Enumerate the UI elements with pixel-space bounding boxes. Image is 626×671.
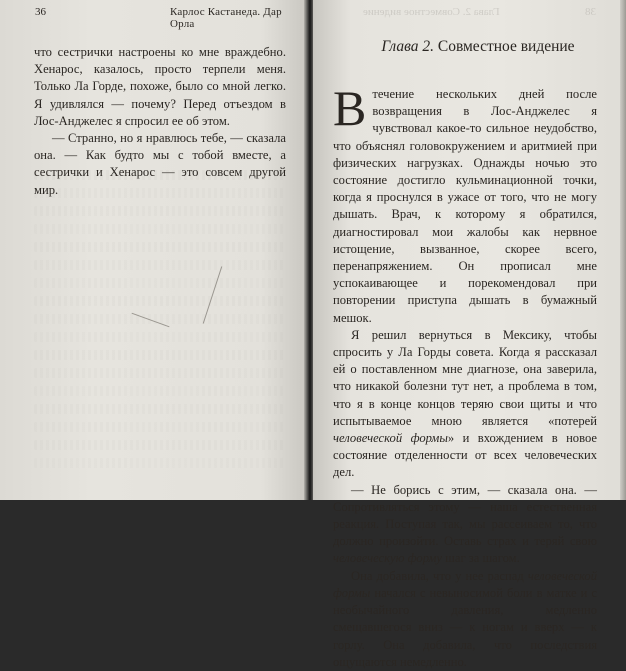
left-paragraph-1: что сестрички настроены ко мне враждебно. Хенарос, казалось, просто терпели меня. Только Ла Горде, похоже, было со мной легко. Я удивлялся — почему? Перед отъездом в Лос-Анджелес я спросил ее об этом. xyxy=(34,45,286,128)
show-through-line xyxy=(34,422,286,432)
show-through-line xyxy=(34,170,286,180)
show-through-line xyxy=(34,260,286,270)
show-through-line xyxy=(34,332,286,342)
show-through-line xyxy=(34,350,286,360)
right-running-head-ghost: Глава 2. Совместное видение xyxy=(363,6,500,18)
show-through-line xyxy=(34,242,286,252)
right-page-number-ghost: 38 xyxy=(585,6,596,18)
right-page-text xyxy=(333,80,598,671)
show-through-line xyxy=(34,206,286,216)
text-run: шаг за шагом. xyxy=(442,551,520,566)
italic-term: человеческой формы xyxy=(333,568,597,600)
italic-term: человеческую форму xyxy=(333,551,443,566)
right-paragraph-3 xyxy=(333,482,597,568)
chapter-heading xyxy=(353,38,603,56)
show-through-line xyxy=(34,386,286,396)
show-through-line xyxy=(34,458,286,468)
show-through-line xyxy=(34,224,286,234)
text-run: Она добавила, что у нее распад xyxy=(351,568,528,583)
show-through-line xyxy=(34,188,286,198)
show-through-line xyxy=(34,404,286,414)
right-page xyxy=(313,0,626,669)
text-run: » и вхождением в новое состояние отделенности от всех человеческих дел. xyxy=(333,431,598,480)
chapter-title: Совместное видение xyxy=(437,38,575,55)
show-through-line xyxy=(34,440,286,450)
show-through-line xyxy=(34,278,286,288)
show-through-line xyxy=(34,296,286,306)
right-paragraph-2 xyxy=(333,327,597,482)
left-running-title: Карлос Кастанеда. Дар Орла xyxy=(170,6,282,30)
left-paragraph-2: — Странно, но я нравлюсь тебе, — сказала она. — Как будто мы с тобой вместе, а сестрички и Хенарос — это совсем другой мир. xyxy=(34,131,286,197)
text-run: течение нескольких дней после возвращения в Лос-Анджелес я чувствовал какое-то сильное неудобство, что объяснял головокружением и аритмией при физических нагрузках. Однажды ночью это состояние достигло кульминационной точки, когда я проснулся в ужасе от того, что не могу дышать. Врач, к которому я обратился, диагностировал мои жалобы как нервное истощение, вызванное, скорее всего, перенапряжением. Он прописал мне успокаивающее и порекомендовал при повторении приступа дышать в бумажный мешок. xyxy=(333,87,597,325)
right-paragraph-4 xyxy=(333,568,597,671)
text-run: Я решил вернуться в Мексику, чтобы спросить у Ла Горды совета. Когда я рассказал ей о поставленном мне диагнозе, она заверила, что никакой болезни тут нет, а проблема в том, что я в конце концов теряю свои щиты и что испытываемое мною является «потерей xyxy=(333,327,597,428)
left-running-head xyxy=(0,6,307,30)
left-page-number: 36 xyxy=(35,6,46,18)
text-run: начался с невыносимой боли в матке и с необычайного давления, медленно смещавшегося вниз — к ногам и вверх — к горлу. Она добавила, что последствия ощущаются немедленно. xyxy=(333,585,597,669)
drop-cap: В xyxy=(333,80,367,136)
left-page xyxy=(0,0,307,500)
text-run: — Не борись с этим, — сказала она. — Сопротивляться этому — наша естественная реакция. Поступая так, мы рассеиваем то, что должно произойти. Оставь страх и теряй свою xyxy=(333,482,597,549)
right-paragraph-1 xyxy=(333,80,597,327)
page-edge xyxy=(620,0,626,500)
italic-term: человеческой формы xyxy=(333,431,448,446)
show-through-line xyxy=(34,368,286,378)
chapter-label: Глава 2. xyxy=(381,38,434,55)
